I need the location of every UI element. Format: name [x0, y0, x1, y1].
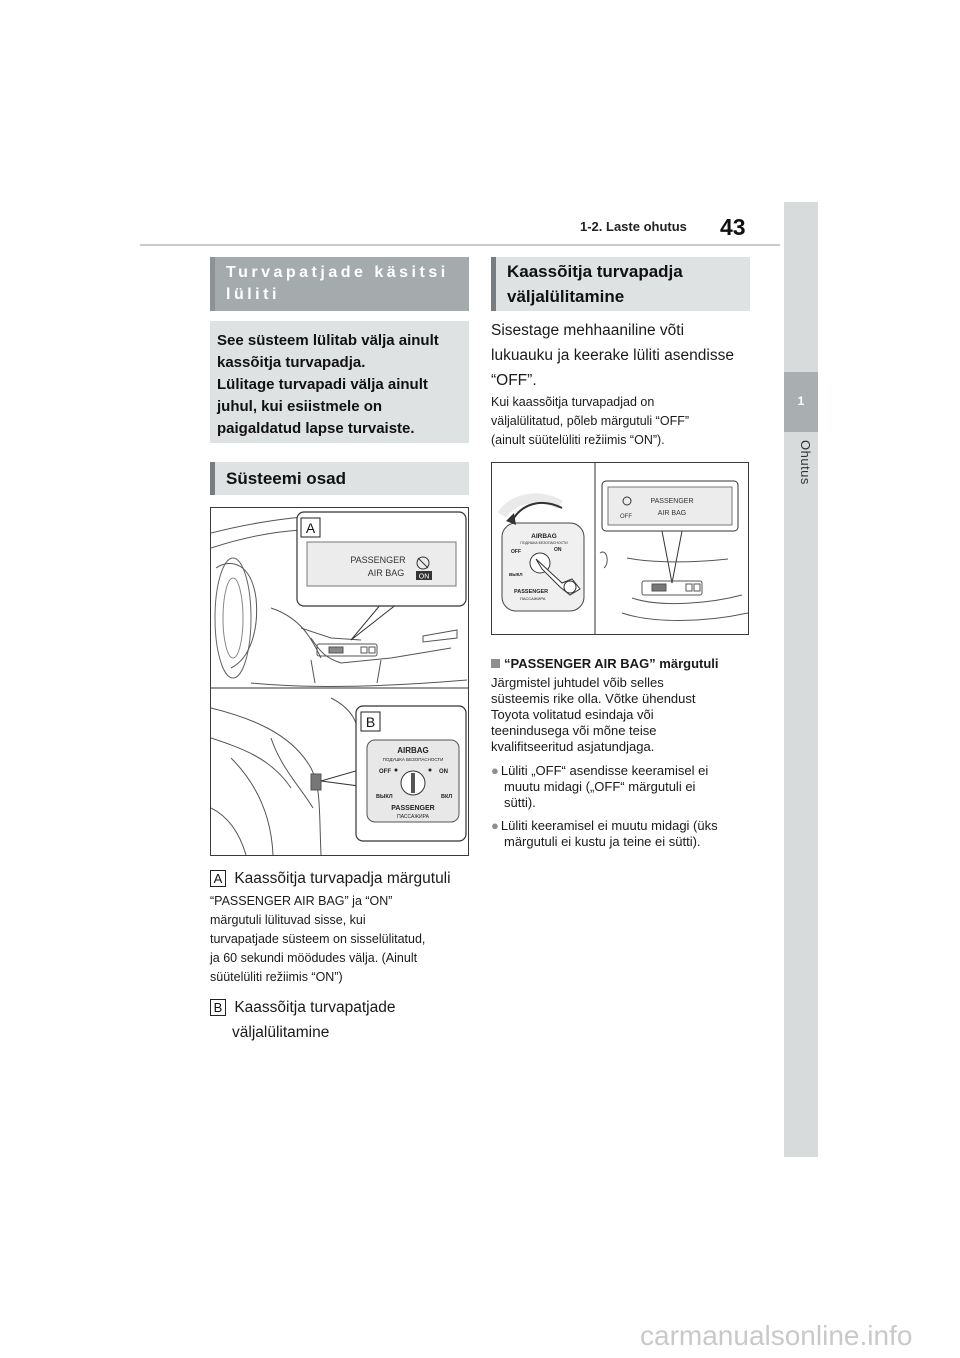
heading-passenger-airbag-off: [491, 257, 750, 311]
heading-manual-switch: [210, 257, 469, 311]
instruction-paragraph: [491, 318, 761, 393]
para-line: “OFF”.: [491, 372, 537, 389]
intro-line: juhul, kui esiistmele on: [217, 398, 383, 415]
switch-airbag-ru-text: ПОДУШКА БЕЗОПАСНОСТИ: [382, 757, 444, 762]
item-a-title: Kaassõitja turvapadja märgutuli: [234, 870, 451, 887]
callout-a-label: A: [305, 520, 316, 536]
body-line: Järgmistel juhtudel võib selles: [491, 675, 664, 690]
switch-airbag-text: AIRBAG: [397, 746, 429, 755]
bullet-item: [491, 763, 761, 811]
malfunction-paragraph: [491, 675, 761, 755]
intro-line: kassõitja turvapadja.: [217, 354, 366, 371]
switch-off-ru-text: ВЫКЛ: [509, 572, 523, 577]
callout-b-label: B: [365, 714, 376, 730]
off-indicator-text: OFF: [620, 514, 632, 520]
bullet-line: Lüliti „OFF“ asendisse keeramisel ei: [500, 763, 709, 778]
indicator-subheading-row: [491, 656, 761, 672]
page-number: 43: [720, 214, 746, 240]
body-line: kvalifitseeritud asjatundjaga.: [491, 739, 655, 754]
on-indicator-text: ON: [418, 573, 430, 581]
key-switch-illustration: [492, 463, 748, 634]
item-a-label: A: [210, 870, 226, 887]
chapter-number: 1: [784, 372, 818, 432]
indicator-subheading: “PASSENGER AIR BAG” märgutuli: [504, 656, 719, 671]
para-line: väljalülitatud, põleb märgutuli “OFF”: [491, 414, 689, 428]
dashboard-illustration: [211, 508, 468, 855]
system-parts-figure: [210, 507, 469, 856]
bullet-dot-icon: ●: [491, 763, 499, 778]
intro-box: [210, 321, 469, 443]
section-title: 1-2. Laste ohutus: [580, 219, 687, 234]
desc-line: turvapatjade süsteem on sisselülitatud,: [210, 932, 426, 946]
switch-airbag-text: AIRBAG: [531, 533, 557, 540]
para-line: (ainult süütelüliti režiimis “ON”).: [491, 433, 665, 447]
item-b-title: Kaassõitja turvapatjade: [234, 999, 396, 1016]
item-b-title-line2: väljalülitamine: [232, 1024, 330, 1041]
intro-line: paigaldatud lapse turvaiste.: [217, 420, 415, 437]
switch-on-text: ON: [554, 547, 562, 553]
heading-line: väljalülitamine: [507, 287, 625, 306]
bullet-item: [491, 818, 761, 850]
item-b-title-row: [210, 995, 475, 1045]
header-divider: [140, 244, 780, 246]
panel-airbag-text: AIR BAG: [657, 510, 687, 517]
heading-line: Kaassõitja turvapadja: [507, 262, 683, 281]
bullet-line: muutu midagi („OFF“ märgutuli ei: [504, 779, 696, 794]
para-line: Kui kaassõitja turvapadjad on: [491, 395, 655, 409]
panel-passenger-text: PASSENGER: [350, 555, 406, 565]
chapter-label: Ohutus: [798, 440, 813, 485]
panel-passenger-text: PASSENGER: [650, 498, 694, 505]
para-line: lukuauku ja keerake lüliti asendisse: [491, 347, 734, 364]
switch-passenger-ru-text: ПАССАЖИРА: [397, 814, 429, 820]
watermark: carmanualsonline.info: [640, 1320, 913, 1351]
switch-passenger-text: PASSENGER: [391, 805, 435, 812]
desc-line: süütelüliti režiimis “ON”): [210, 970, 343, 984]
chapter-tab: [784, 202, 818, 1157]
switch-on-text: ON: [439, 769, 448, 775]
body-line: teenindusega või mõne teise: [491, 723, 657, 738]
item-a-description: [210, 892, 475, 987]
switch-airbag-ru-text: ПОДУШКА БЕЗОПАСНОСТИ: [520, 541, 568, 545]
bullet-line: Lüliti keeramisel ei muutu midagi (üks: [500, 818, 718, 833]
desc-line: ja 60 sekundi möödudes välja. (Ainult: [210, 951, 418, 965]
intro-line: See süsteem lülitab välja ainult: [217, 332, 439, 349]
panel-airbag-text: AIR BAG: [367, 568, 405, 578]
heading-line: Turvapatjade käsitsi: [226, 264, 449, 281]
intro-line: Lülitage turvapadi välja ainult: [217, 376, 428, 393]
body-line: süsteemis rike olla. Võtke ühendust: [491, 691, 696, 706]
switch-off-text: OFF: [379, 769, 391, 775]
switch-passenger-text: PASSENGER: [514, 589, 549, 595]
heading-line: lüliti: [226, 286, 280, 303]
item-b-label: B: [210, 999, 226, 1016]
square-bullet-icon: [491, 659, 500, 668]
switch-passenger-ru-text: ПАССАЖИРА: [520, 596, 546, 601]
bullet-dot-icon: ●: [491, 818, 499, 833]
bullet-line: sütti).: [504, 795, 536, 810]
body-line: Toyota volitatud esindaja või: [491, 707, 654, 722]
heading-text: Süsteemi osad: [226, 469, 346, 488]
switch-off-text: OFF: [511, 549, 521, 555]
switch-on-ru-text: ВКЛ: [441, 794, 453, 800]
switch-off-ru-text: ВЫКЛ: [376, 794, 393, 800]
bullet-line: märgutuli ei kustu ja teine ei sütti).: [504, 834, 701, 849]
switch-off-figure: [491, 462, 749, 635]
heading-system-parts: [210, 462, 469, 495]
item-a-title-row: [210, 866, 475, 891]
note-paragraph: [491, 393, 761, 450]
para-line: Sisestage mehhaaniline võti: [491, 322, 685, 339]
desc-line: “PASSENGER AIR BAG” ja “ON”: [210, 894, 393, 908]
desc-line: märgutuli lülituvad sisse, kui: [210, 913, 366, 927]
